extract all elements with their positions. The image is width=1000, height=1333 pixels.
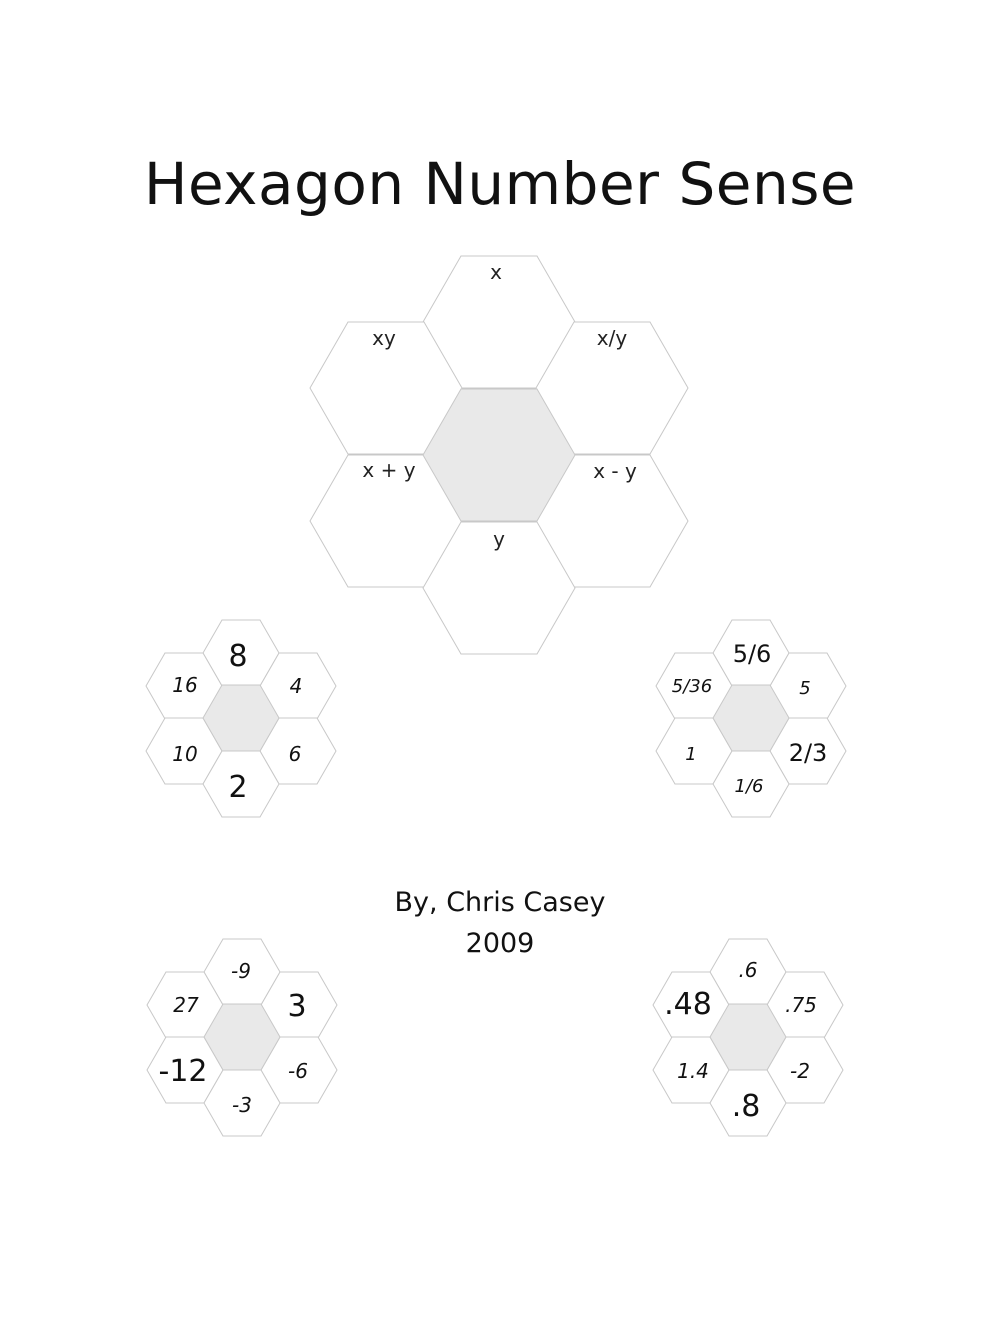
example-value: 5/36 bbox=[671, 676, 713, 697]
author-year: 2009 bbox=[465, 928, 535, 959]
template-label-top: x bbox=[490, 260, 502, 284]
example-value: -2 bbox=[790, 1059, 810, 1083]
example-value: 10 bbox=[172, 742, 198, 766]
example-value: 6 bbox=[288, 742, 302, 766]
example-cluster-bottom-right bbox=[653, 939, 843, 1136]
example-value: 16 bbox=[172, 673, 198, 697]
template-label-upper-left: xy bbox=[372, 326, 396, 350]
page-title: Hexagon Number Sense bbox=[143, 150, 857, 218]
example-cluster-top-left bbox=[146, 620, 336, 817]
example-value: .6 bbox=[738, 958, 758, 982]
example-value: 2/3 bbox=[788, 739, 828, 767]
author-name: By, Chris Casey bbox=[394, 887, 606, 918]
example-value: 1.4 bbox=[677, 1059, 709, 1083]
example-value: 8 bbox=[228, 639, 248, 674]
template-label-upper-right: x/y bbox=[596, 326, 628, 350]
example-value: .8 bbox=[731, 1089, 761, 1124]
example-value: .75 bbox=[785, 993, 817, 1017]
author-block bbox=[330, 882, 670, 964]
example-value: 5/6 bbox=[732, 640, 772, 668]
template-label-lower-right: x - y bbox=[593, 459, 637, 483]
template-label-lower-left: x + y bbox=[362, 458, 416, 482]
example-value: 27 bbox=[173, 993, 199, 1017]
example-value: 4 bbox=[289, 674, 303, 698]
template-hexagon-cluster bbox=[310, 256, 688, 654]
example-value: -3 bbox=[232, 1093, 252, 1117]
example-value: 5 bbox=[799, 678, 811, 699]
template-label-bottom: y bbox=[493, 527, 505, 551]
example-value: .48 bbox=[664, 987, 712, 1022]
example-value: 1 bbox=[685, 744, 697, 765]
example-value: -12 bbox=[158, 1054, 208, 1089]
example-cluster-top-right bbox=[656, 620, 846, 817]
example-value: -6 bbox=[288, 1059, 308, 1083]
example-value: 1/6 bbox=[734, 776, 764, 797]
example-value: 2 bbox=[228, 770, 248, 805]
example-cluster-bottom-left bbox=[147, 939, 337, 1136]
example-value: -9 bbox=[231, 959, 251, 983]
example-value: 3 bbox=[287, 989, 307, 1024]
